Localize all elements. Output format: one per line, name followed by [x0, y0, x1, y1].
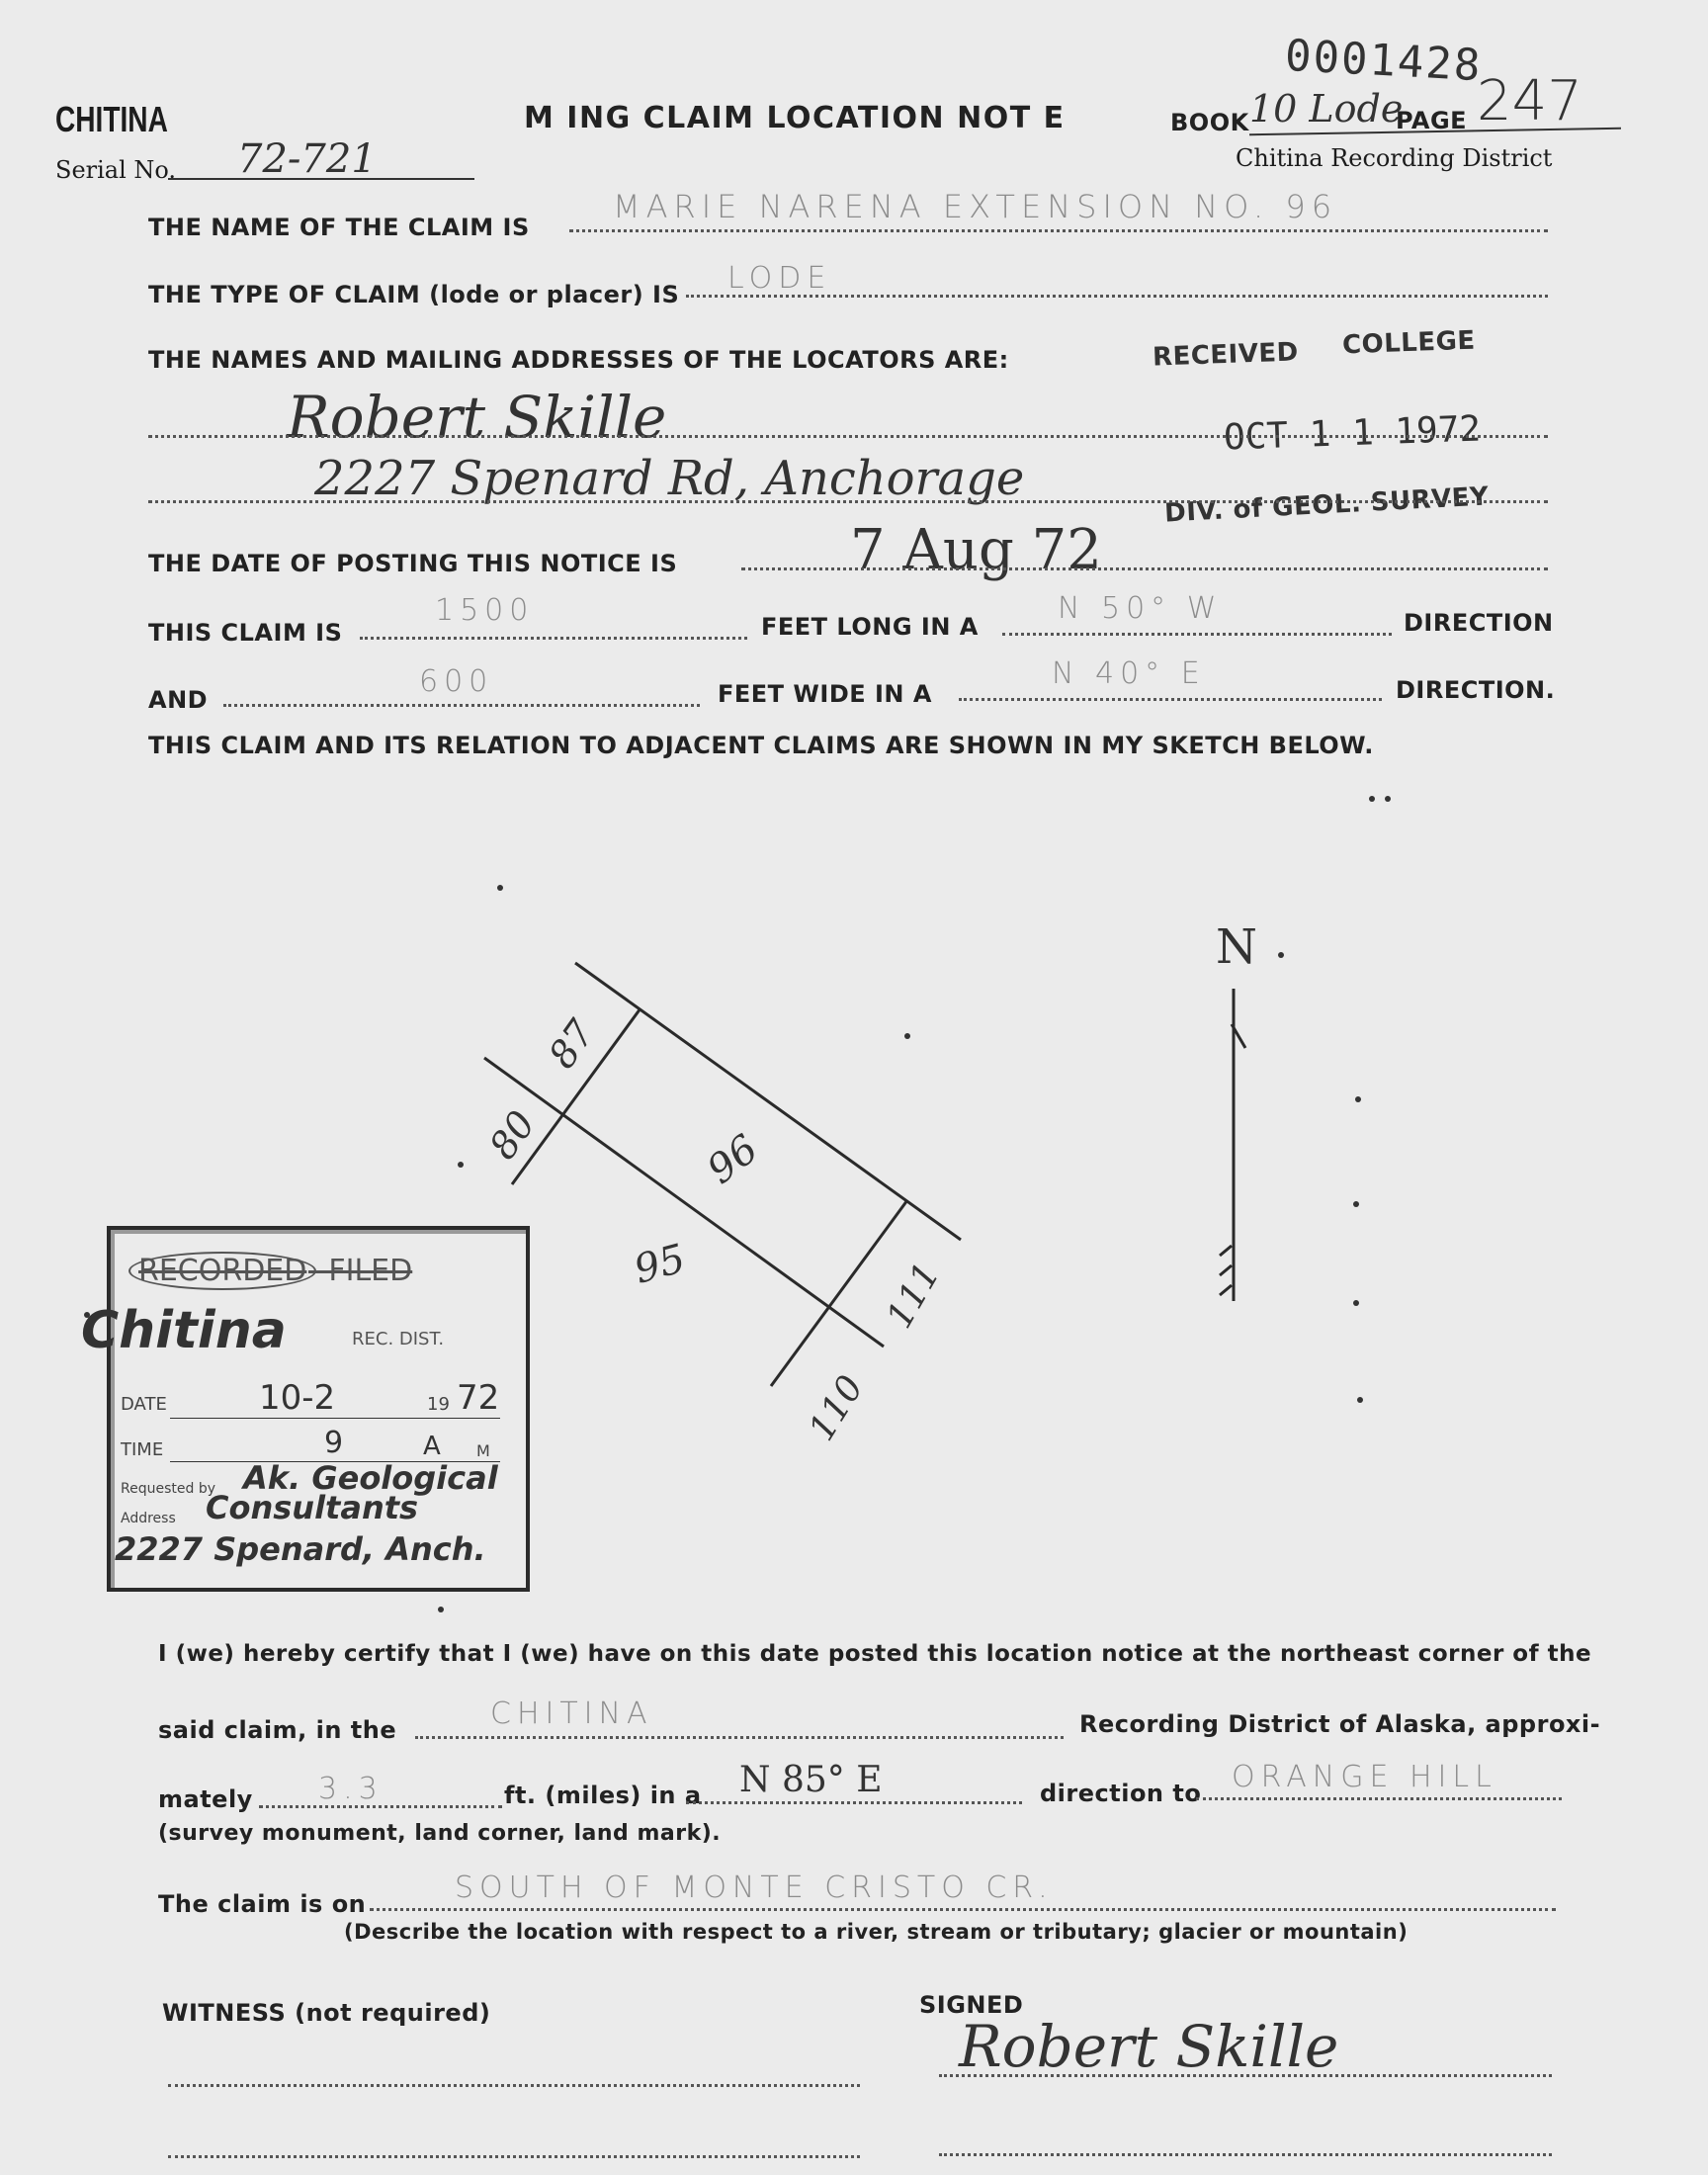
witness-label: WITNESS (not required) — [162, 1999, 491, 2027]
stamp-filed: - FILED — [308, 1254, 413, 1288]
sketch-dot — [904, 1033, 910, 1039]
sketch-dot — [497, 885, 503, 891]
claim-name-value: MARIE NARENA EXTENSION NO. 96 — [613, 188, 1338, 225]
stamp-year-value: 72 — [457, 1378, 500, 1418]
stamp-date-label: DATE — [121, 1394, 167, 1415]
signature-line-2 — [939, 2153, 1552, 2156]
locator-address: 2227 Spenard Rd, Anchorage — [314, 451, 1025, 506]
wide-direction-value: N 40° E — [1052, 656, 1206, 691]
stamp-requested-value: Ak. Geological — [243, 1459, 498, 1497]
direction-label-2: DIRECTION. — [1396, 676, 1556, 704]
received-stamp-date: OCT 1 1 1972 — [1223, 408, 1482, 459]
serial-label: Serial No. — [55, 156, 177, 184]
stamp-time-m: M — [476, 1441, 490, 1460]
stamp-address-value-1: Consultants — [206, 1489, 419, 1526]
recording-district: Chitina Recording District — [1236, 144, 1553, 172]
district-line — [415, 1736, 1064, 1739]
claim-length-value: 1500 — [435, 593, 535, 628]
sketch-dot — [1278, 952, 1284, 958]
sketch-claim-87: 87 — [540, 1011, 604, 1077]
sketch-dot — [1385, 796, 1391, 802]
sketch-claim-80: 80 — [480, 1102, 545, 1168]
form-title: M ING CLAIM LOCATION NOT E — [524, 101, 1066, 135]
stamp-time-label: TIME — [121, 1439, 164, 1460]
feet-wide-label: FEET WIDE IN A — [718, 680, 932, 708]
direction-to-label: direction to — [1040, 1780, 1202, 1807]
signature-line-1 — [939, 2074, 1552, 2077]
ft-miles-label: ft. (miles) in a — [504, 1782, 702, 1809]
witness-line-2 — [168, 2155, 860, 2158]
direction-label: DIRECTION — [1404, 609, 1554, 637]
sketch-dot — [1357, 1397, 1363, 1403]
posting-date-label: THE DATE OF POSTING THIS NOTICE IS — [148, 550, 678, 577]
sketch-dot — [1355, 1096, 1361, 1102]
stamp-time-ampm: A — [423, 1432, 441, 1461]
claim-type-label: THE TYPE OF CLAIM (lode or placer) IS — [148, 281, 680, 308]
stamp-requested-label: Requested by — [121, 1481, 215, 1497]
claim-width-value: 600 — [419, 664, 494, 699]
bearing-value: N 85° E — [739, 1760, 883, 1800]
distance-line — [259, 1805, 502, 1808]
stamp-recorded-struck: RECORDED — [128, 1252, 316, 1290]
certification-line-1: I (we) hereby certify that I (we) have on this date posted this location notice at the northeast corner of the — [158, 1641, 1592, 1667]
long-direction-value: N 50° W — [1058, 591, 1223, 626]
locators-label: THE NAMES AND MAILING ADDRESSES OF THE LOCATORS ARE: — [148, 346, 1009, 374]
signature: Robert Skille — [959, 2013, 1339, 2080]
describe-note: (Describe the location with respect to a river, stream or tributary; glacier or mountain) — [344, 1920, 1409, 1944]
sketch-claim-111: 111 — [879, 1256, 949, 1336]
book-value: 10 Lode — [1249, 87, 1404, 130]
recording-district-label: Recording District of Alaska, approxi- — [1079, 1710, 1601, 1738]
landmark-value: ORANGE HILL — [1232, 1760, 1497, 1794]
witness-line-1 — [168, 2084, 860, 2087]
sketch-cross-line-east — [771, 1200, 907, 1386]
received-stamp-division: DIV. of GEOL. SURVEY — [1163, 481, 1491, 529]
sketch-dot — [438, 1607, 444, 1612]
serial-value: 72-721 — [237, 136, 377, 182]
book-label: BOOK — [1170, 109, 1249, 136]
sketch-dot — [1353, 1201, 1359, 1207]
stamp-date-value: 10-2 — [259, 1378, 336, 1418]
claim-on-label: The claim is on — [158, 1890, 367, 1918]
stamp-address-value-2: 2227 Spenard, Anch. — [115, 1530, 486, 1568]
sketch-dot — [1369, 796, 1375, 802]
distance-value: 3.3 — [318, 1772, 384, 1806]
landmark-line — [1196, 1797, 1562, 1800]
sketch-claim-110: 110 — [801, 1368, 872, 1448]
sketch-claim-96: 96 — [699, 1126, 767, 1193]
stamp-time-value: 9 — [324, 1426, 344, 1460]
stamp-year-prefix: 19 — [427, 1394, 450, 1415]
claim-name-label: THE NAME OF THE CLAIM IS — [148, 214, 530, 241]
sketch-dot — [458, 1162, 464, 1168]
recorded-filed-stamp — [81, 1226, 530, 1592]
sketch-note: THIS CLAIM AND ITS RELATION TO ADJACENT CLAIMS ARE SHOWN IN MY SKETCH BELOW. — [148, 732, 1374, 759]
sketch-claim-95: 95 — [629, 1236, 690, 1293]
claim-is-label: THIS CLAIM IS — [148, 619, 343, 647]
page-value: 247 — [1477, 69, 1582, 133]
stamp-date-line — [170, 1418, 500, 1419]
stamp-number: 0001428 — [1283, 30, 1484, 92]
mately-label: mately — [158, 1785, 253, 1813]
received-stamp-label: RECEIVED — [1152, 337, 1300, 373]
survey-note: (survey monument, land corner, land mark). — [158, 1821, 722, 1846]
bearing-line — [686, 1801, 1022, 1804]
signed-label: SIGNED — [919, 1991, 1024, 2019]
stamp-district-hand: Chitina — [81, 1301, 287, 1360]
claim-on-line — [370, 1908, 1556, 1911]
said-claim-label: said claim, in the — [158, 1716, 397, 1744]
district-value: CHITINA — [490, 1696, 653, 1731]
sketch-north-arrow-feather — [1220, 1246, 1232, 1295]
sketch-north-label: N — [1216, 919, 1257, 975]
and-label: AND — [148, 686, 209, 714]
district-tag: CHITINA — [55, 99, 168, 139]
sketch-dot — [1353, 1300, 1359, 1306]
locator-name: Robert Skille — [287, 384, 667, 451]
sketch-claim-boundary-north — [575, 963, 961, 1240]
feet-long-label: FEET LONG IN A — [761, 613, 979, 641]
stamp-address-label: Address — [121, 1511, 176, 1526]
claim-type-value: LODE — [727, 261, 832, 296]
posting-date-value: 7 Aug 72 — [850, 518, 1102, 582]
received-stamp-college: COLLEGE — [1341, 325, 1477, 361]
stamp-rec-dist-label: REC. DIST. — [352, 1329, 445, 1349]
claim-on-value: SOUTH OF MONTE CRISTO CR. — [455, 1870, 1054, 1905]
page-label: PAGE — [1396, 107, 1468, 134]
sketch-claim-boundary-south — [484, 1058, 884, 1347]
